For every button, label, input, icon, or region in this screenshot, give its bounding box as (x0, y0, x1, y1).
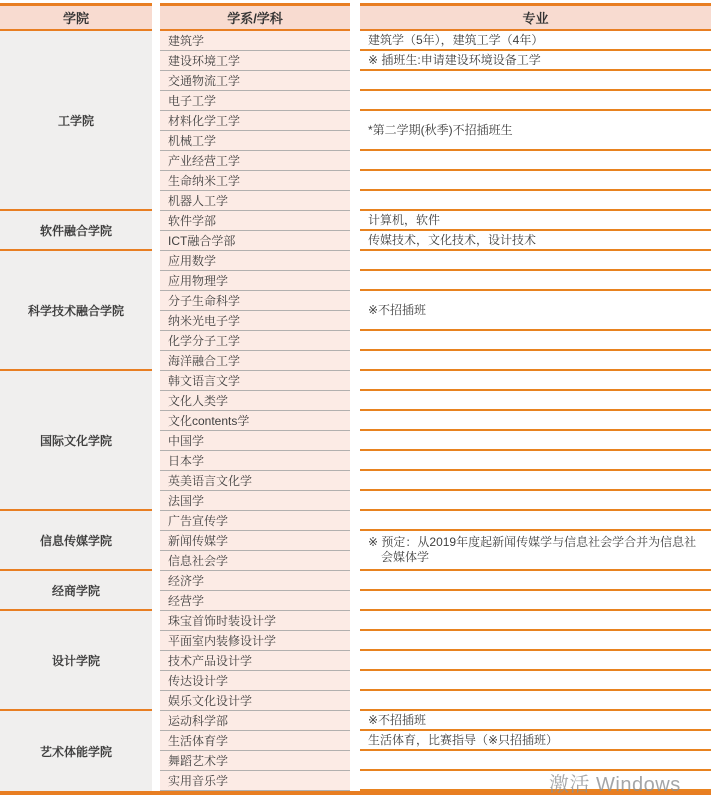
major-cell (360, 31, 711, 51)
department-cell: ICT融合学部 (160, 231, 350, 251)
major-cell (360, 51, 711, 71)
department-cell: 信息社会学 (160, 551, 350, 571)
major-note: 建筑学（5年），建筑工学（4年） (368, 32, 544, 47)
department-cell: 应用物理学 (160, 271, 350, 291)
major-cell (360, 71, 711, 91)
major-cell (360, 631, 711, 651)
department-cell: 法国学 (160, 491, 350, 511)
major-cell (360, 611, 711, 631)
department-cell: 实用音乐学 (160, 771, 350, 791)
department-cell: 应用数学 (160, 251, 350, 271)
major-cell (360, 711, 711, 731)
college-cell: 经商学院 (0, 571, 152, 611)
department-cell: 英美语言文化学 (160, 471, 350, 491)
department-cell: 中国学 (160, 431, 350, 451)
major-cell (360, 371, 711, 391)
major-note: ※不招插班 (368, 712, 427, 727)
department-cell: 韩文语言文学 (160, 371, 350, 391)
major-cell (360, 211, 711, 231)
department-cell: 新闻传媒学 (160, 531, 350, 551)
department-cell: 技术产品设计学 (160, 651, 350, 671)
department-cell: 平面室内装修设计学 (160, 631, 350, 651)
major-note: 计算机，软件 (368, 212, 441, 227)
major-note: ※不招插班 (368, 302, 427, 317)
college-cell: 设计学院 (0, 611, 152, 711)
college-column (0, 3, 152, 791)
department-cell: 经营学 (160, 591, 350, 611)
major-cell (360, 591, 711, 611)
department-cell: 海洋融合工学 (160, 351, 350, 371)
major-cell (360, 531, 711, 571)
department-cell: 广告宣传学 (160, 511, 350, 531)
major-cell (360, 511, 711, 531)
department-cell: 文化contents学 (160, 411, 350, 431)
major-cell (360, 351, 711, 371)
major-cell (360, 391, 711, 411)
department-column (160, 3, 350, 791)
major-cell (360, 671, 711, 691)
major-cell (360, 731, 711, 751)
major-cell (360, 271, 711, 291)
major-cell (360, 471, 711, 491)
department-cell: 建筑学 (160, 31, 350, 51)
department-cell: 建设环境工学 (160, 51, 350, 71)
major-cell (360, 291, 711, 331)
department-cell: 娱乐文化设计学 (160, 691, 350, 711)
department-cell: 日本学 (160, 451, 350, 471)
department-cell: 机器人工学 (160, 191, 350, 211)
department-cell: 化学分子工学 (160, 331, 350, 351)
college-cell: 国际文化学院 (0, 371, 152, 511)
department-cell: 生命纳米工学 (160, 171, 350, 191)
department-cell: 软件学部 (160, 211, 350, 231)
activate-windows-watermark: 激活 Windows (549, 774, 681, 796)
college-cell: 信息传媒学院 (0, 511, 152, 571)
major-cell (360, 111, 711, 151)
college-cell: 科学技术融合学院 (0, 251, 152, 371)
major-note: 传媒技术，文化技术，设计技术 (368, 232, 537, 247)
department-cell: 纳米光电子学 (160, 311, 350, 331)
major-cell (360, 691, 711, 711)
column-header-major: 专业 (360, 3, 711, 31)
college-cell: 工学院 (0, 31, 152, 211)
department-cell: 生活体育学 (160, 731, 350, 751)
column-header-college: 学院 (0, 3, 152, 31)
department-cell: 运动科学部 (160, 711, 350, 731)
major-cell (360, 91, 711, 111)
major-cell (360, 231, 711, 251)
major-cell (360, 571, 711, 591)
department-column-body (160, 31, 350, 791)
department-cell: 材料化学工学 (160, 111, 350, 131)
major-cell (360, 171, 711, 191)
major-cell (360, 151, 711, 171)
department-cell: 经济学 (160, 571, 350, 591)
college-cell: 软件融合学院 (0, 211, 152, 251)
major-cell (360, 451, 711, 471)
major-column (360, 3, 711, 791)
department-cell: 珠宝首饰时装设计学 (160, 611, 350, 631)
college-cell: 艺术体能学院 (0, 711, 152, 791)
department-cell: 电子工学 (160, 91, 350, 111)
department-cell: 传达设计学 (160, 671, 350, 691)
major-column-body (360, 31, 711, 791)
department-cell: 分子生命科学 (160, 291, 350, 311)
major-cell (360, 191, 711, 211)
department-cell: 文化人类学 (160, 391, 350, 411)
column-header-department: 学系/学科 (160, 3, 350, 31)
major-cell (360, 251, 711, 271)
major-note: ※ 预定：从2019年度起新闻传媒学与信息社会学合并为信息社会媒体学 (368, 535, 697, 564)
department-cell: 机械工学 (160, 131, 350, 151)
major-cell (360, 411, 711, 431)
major-note: *第二学期(秋季)不招插班生 (368, 122, 513, 137)
major-cell (360, 331, 711, 351)
major-cell (360, 491, 711, 511)
major-note: ※ 插班生:申请建设环境设备工学 (368, 52, 541, 67)
college-column-body (0, 31, 152, 791)
major-note: 生活体育，比赛指导（※只招插班） (368, 732, 559, 747)
department-cell: 舞蹈艺术学 (160, 751, 350, 771)
department-cell: 交通物流工学 (160, 71, 350, 91)
department-cell: 产业经营工学 (160, 151, 350, 171)
major-cell (360, 651, 711, 671)
major-cell (360, 431, 711, 451)
